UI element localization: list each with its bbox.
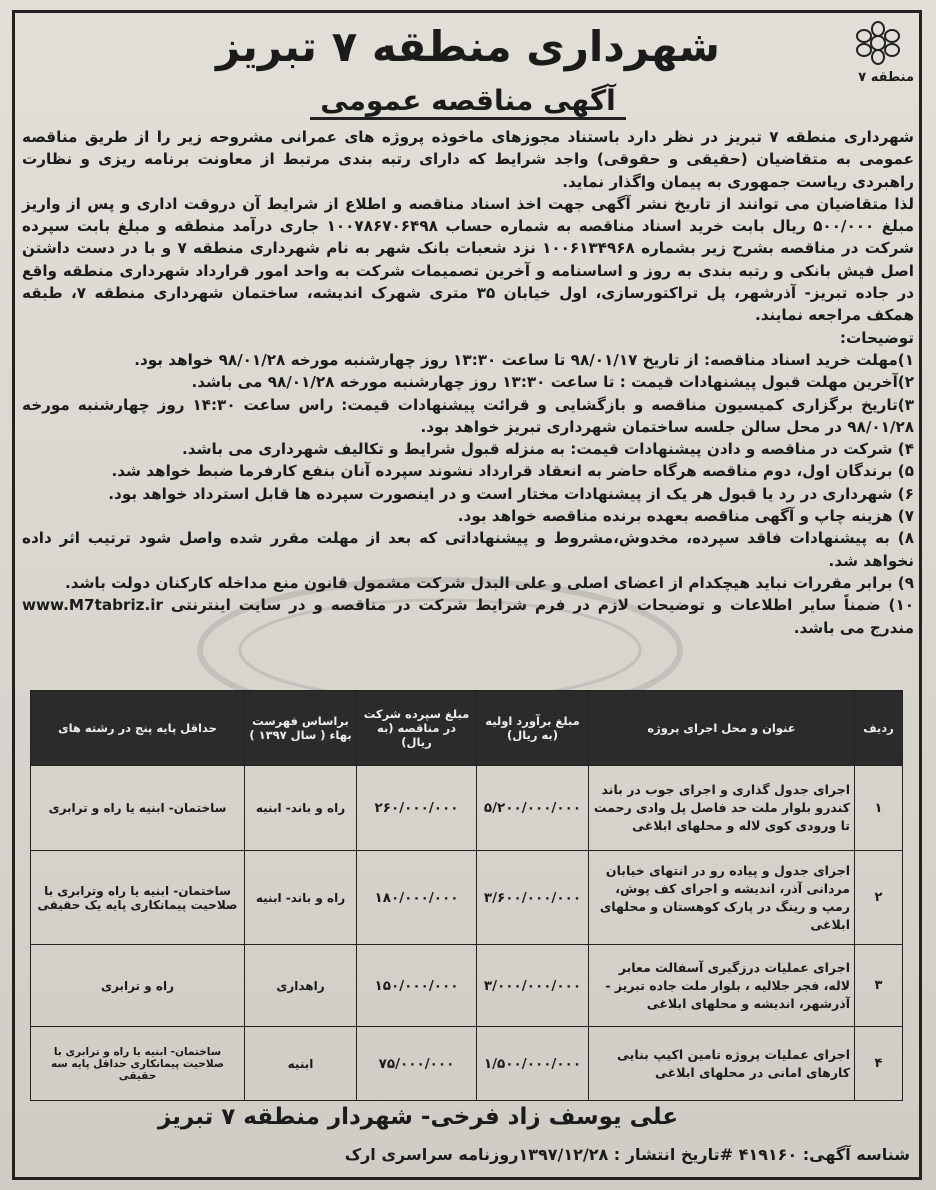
cell-row: ۱ [855, 766, 903, 851]
cell-title: اجرای جدول و پیاده رو در انتهای خیابان مردانی آذر، اندیشه و اجرای کف پوش، رمپ و رینگ در پارک کوهستان و محلهای ابلاغی [589, 851, 855, 945]
page-title: شهرداری منطقه ۷ تبریز [216, 22, 720, 71]
cell-row: ۳ [855, 945, 903, 1027]
col-header-pricelist: براساس فهرست بهاء ( سال ۱۳۹۷ ) [245, 691, 357, 766]
table-row [31, 851, 903, 945]
cell-grade: ساختمان- ابنیه یا راه و ترابری [31, 766, 245, 851]
col-header-estimate: مبلغ برآورد اولیه (به ریال) [477, 691, 589, 766]
cell-pricelist: راه و باند- ابنیه [245, 766, 357, 851]
cell-pricelist: ابنیه [245, 1027, 357, 1101]
notice-subtitle-text: آگهی مناقصه عمومی [310, 84, 626, 120]
cell-estimate: ۳/۰۰۰/۰۰۰/۰۰۰ [477, 945, 589, 1027]
notes-title: توضیحات: [839, 328, 914, 347]
cell-grade: ساختمان- ابنیه یا راه و ترابری با صلاحیت پیمانکاری حداقل پایه سه حقیقی [31, 1027, 245, 1101]
table-row [31, 945, 903, 1027]
flower-emblem-icon [848, 21, 908, 65]
note-item: ۸) به پیشنهادات فاقد سپرده، مخدوش،مشروط و پیشنهاداتی که بعد از مهلت مقرر شده واصل شود ترتیب اثر داده نخواهد شد. [22, 529, 914, 570]
note-item: ۷) هزینه چاپ و آگهی مناقصه بعهده برنده مناقصه خواهد بود. [457, 507, 914, 526]
cell-deposit: ۱۸۰/۰۰۰/۰۰۰ [357, 851, 477, 945]
cell-pricelist: راهداری [245, 945, 357, 1027]
table-row [31, 1027, 903, 1101]
instructions-paragraph: لذا متقاضیان می توانند از تاریخ نشر آگهی جهت اخذ اسناد مناقصه و اطلاع از شرایط آن دروقت اداری و پس از واریز مبلغ ۵۰۰/۰۰۰ ریال بابت خرید اسناد مناقصه به شماره حساب ۱۰۰۷۸۶۷۰۶۴۹۸ جاری درآمد منطقه و مبلغ بابت سپرده شرکت در مناقصه بشرح زیر بشماره ۱۰۰۶۱۳۴۹۶۸ نزد شعبات بانک شهر به نام شهرداری منطقه ۷ و با در دست داشتن اصل فیش بانکی و رتبه بندی به روز و اساسنامه و آخرین تصمیمات شرکت به واحد امور قرارداد شهرداری منطقه واقع در جاده تبریز- آذرشهر، پل تراکتورسازی، اول خیابان ۳۵ متری شهرک اندیشه، ساختمان شهرداری منطقه ۷، طبقه همکف مراجعه نمایند. [22, 194, 914, 325]
cell-deposit: ۷۵/۰۰۰/۰۰۰ [357, 1027, 477, 1101]
projects-table [30, 690, 903, 1101]
note-item: ۲)آخرین مهلت قبول پیشنهادات قیمت : تا ساعت ۱۳:۳۰ روز چهارشنبه مورخه ۹۸/۰۱/۲۸ می باشد. [191, 373, 914, 392]
note-item: ۶) شهرداری در رد یا قبول هر یک از پیشنهادات مختار است و در اینصورت سپرده ها قابل استرداد خواهد بود. [108, 484, 914, 503]
note-item: ۳)تاریخ برگزاری کمیسیون مناقصه و بازگشایی و قرائت پیشنهادات قیمت: راس ساعت ۱۴:۳۰ روز چهارشنبه مورخه ۹۸/۰۱/۲۸ در محل سالن جلسه ساختمان شهرداری تبریز خواهد بود. [22, 395, 915, 436]
notes-list [22, 349, 914, 639]
cell-estimate: ۳/۶۰۰/۰۰۰/۰۰۰ [477, 851, 589, 945]
note-item: ۱۰) ضمناً سایر اطلاعات و توضیحات لازم در فرم شرایط شرکت در مناقصه و در سایت اینترنتی www.M7tabriz.ir مندرج می باشد. [22, 596, 914, 637]
cell-title: اجرای جدول گذاری و اجرای جوب در باند کندرو بلوار ملت حد فاصل پل وادی رحمت تا ورودی کوی لاله و محلهای ابلاغی [589, 766, 855, 851]
note-item: ۱)مهلت خرید اسناد مناقصه: از تاریخ ۹۸/۰۱/۱۷ تا ساعت ۱۳:۳۰ روز چهارشنبه مورخه ۹۸/۰۱/۲۸ خواهد بود. [134, 350, 914, 369]
table-row [31, 766, 903, 851]
cell-estimate: ۵/۲۰۰/۰۰۰/۰۰۰ [477, 766, 589, 851]
municipality-logo [846, 20, 910, 66]
cell-pricelist: راه و باند- ابنیه [245, 851, 357, 945]
note-item: ۴) شرکت در مناقصه و دادن پیشنهادات قیمت: به منزله قبول شرایط و تکالیف شهرداری می باشد. [182, 440, 914, 459]
cell-grade: ساختمان- ابنیه یا راه وترابری با صلاحیت پیمانکاری پایه یک حقیقی [31, 851, 245, 945]
cell-grade: راه و ترابری [31, 945, 245, 1027]
cell-row: ۲ [855, 851, 903, 945]
ad-footer: شناسه آگهی: ۴۱۹۱۶۰ #تاریخ انتشار : ۱۳۹۷/۱۲/۲۸روزنامه سراسری ارک [344, 1145, 910, 1164]
col-header-title: عنوان و محل اجرای پروژه [589, 691, 855, 766]
cell-estimate: ۱/۵۰۰/۰۰۰/۰۰۰ [477, 1027, 589, 1101]
cell-deposit: ۱۵۰/۰۰۰/۰۰۰ [357, 945, 477, 1027]
note-item: ۹) برابر مقررات نباید هیچکدام از اعضای اصلی و علی البدل شرکت مشمول قانون منع مداخله کارکنان دولت باشد. [64, 573, 914, 592]
col-header-grade: حداقل پایه پنج در رشته های [31, 691, 245, 766]
cell-title: اجرای عملیات پروژه تامین اکیپ بنایی کارهای امانی در محلهای ابلاغی [589, 1027, 855, 1101]
cell-deposit: ۲۶۰/۰۰۰/۰۰۰ [357, 766, 477, 851]
col-header-row: ردیف [855, 691, 903, 766]
region-label: منطقه ۷ [858, 70, 914, 85]
cell-title: اجرای عملیات درزگیری آسفالت معابر لاله، فجر جلالیه ، بلوار ملت جاده تبریز - آذرشهر، اندیشه و محلهای ابلاغی [589, 945, 855, 1027]
signature-line: علی یوسف زاد فرخی- شهردار منطقه ۷ تبریز [157, 1104, 679, 1130]
cell-row: ۴ [855, 1027, 903, 1101]
col-header-deposit: مبلغ سپرده شرکت در مناقصه (به ریال) [357, 691, 477, 766]
table-header-row [31, 691, 903, 766]
intro-paragraph: شهرداری منطقه ۷ تبریز در نظر دارد باستناد مجوزهای ماخوذه پروژه های عمرانی مشروحه زیر را از طریق مناقصه عمومی به متقاضیان (حقیقی و حقوقی) واجد شرایط که دارای رتبه بندی مرتبط از معاونت برنامه ریزی و نظارت راهبردی ریاست جمهوری به پیمان واگذار نماید. [22, 128, 914, 191]
notice-subtitle [220, 84, 716, 117]
notice-body [22, 126, 914, 639]
note-item: ۵) برندگان اول، دوم مناقصه هرگاه حاضر به انعقاد قرارداد نشوند سپرده آنان بنفع کارفرما ضبط خواهد شد. [111, 462, 914, 481]
